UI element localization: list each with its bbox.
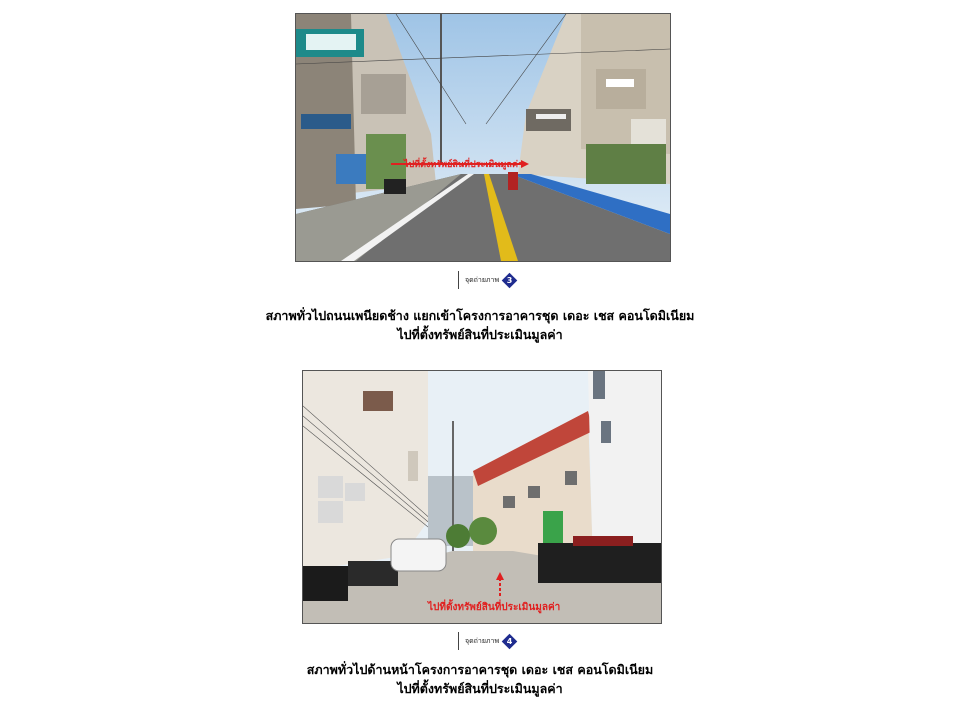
photo-point-number: 4 — [506, 636, 513, 646]
diamond-number-badge — [502, 272, 518, 288]
photo-point-label: จุดถ่ายภาพ — [465, 275, 500, 284]
caption-line: สภาพทั่วไปถนนเพนียดช้าง แยกเข้าโครงการอาคารชุด เดอะ เชส คอนโดมิเนียม — [265, 308, 695, 323]
marker-bar — [458, 271, 459, 289]
photo-caption-1 — [0, 306, 960, 344]
marker-bar — [458, 632, 459, 650]
photo-point-number: 3 — [506, 275, 513, 285]
photo-point-marker-3 — [458, 271, 515, 289]
caption-line: ไปที่ตั้งทรัพย์สินที่ประเมินมูลค่า — [397, 327, 563, 342]
photo-caption-2 — [0, 660, 960, 698]
photo-point-label: จุดถ่ายภาพ — [465, 636, 500, 645]
diamond-number-badge — [502, 633, 518, 649]
caption-line: สภาพทั่วไปด้านหน้าโครงการอาคารชุด เดอะ เชส คอนโดมิเนียม — [306, 662, 654, 677]
direction-overlay-text-1: ไปที่ตั้งทรัพย์สินที่ประเมินมูลค่า — [404, 160, 524, 170]
photo-point-marker-4 — [458, 632, 515, 650]
street-scene-1 — [296, 14, 670, 261]
street-scene-2 — [303, 371, 661, 623]
street-photo-2 — [302, 370, 662, 624]
caption-line: ไปที่ตั้งทรัพย์สินที่ประเมินมูลค่า — [397, 681, 563, 696]
street-photo-1 — [295, 13, 671, 262]
direction-overlay-text-2: ไปที่ตั้งทรัพย์สินที่ประเมินมูลค่า — [428, 602, 561, 613]
